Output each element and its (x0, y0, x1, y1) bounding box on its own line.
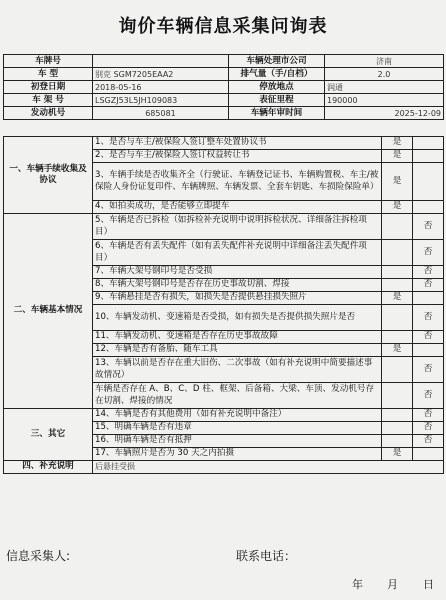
plate-value (93, 55, 229, 68)
model-value: 别克 SGM7205EAA2 (93, 68, 229, 81)
answer-yes-cell (382, 383, 413, 409)
info-row-model (4, 68, 444, 81)
answer-yes-cell (382, 409, 413, 422)
inspection-value: 2025-12-09 (325, 107, 444, 120)
handler-value: 济南 (325, 55, 444, 68)
answer-no-cell (413, 292, 444, 305)
answer-yes-cell (382, 422, 413, 435)
section-title: 一、车辆手续收集及协议 (4, 137, 93, 214)
answer-no-cell: 否 (413, 279, 444, 292)
answer-yes-cell (382, 331, 413, 344)
question-text: 4、如拍卖成功，是否能够立即提车 (93, 201, 382, 214)
answer-no-cell: 否 (413, 331, 444, 344)
answer-yes-cell: 是 (382, 201, 413, 214)
question-text: 9、车辆悬挂是否有损失，如损失是否提供悬挂损失照片 (93, 292, 382, 305)
parking-value: 润通 (325, 81, 444, 94)
checklist-row (4, 137, 444, 150)
frame-value: LSGZJ53L5JH109083 (93, 94, 229, 107)
section-title: 二、车辆基本情况 (4, 214, 93, 409)
vehicle-info-table (3, 54, 444, 120)
answer-no-cell (413, 137, 444, 150)
section-title: 三、其它 (4, 409, 93, 461)
question-text: 11、车辆发动机、变速箱是否存在历史事故故障 (93, 331, 382, 344)
answer-yes-cell: 是 (382, 292, 413, 305)
remarks-value: 后悬挂受损 (93, 461, 444, 474)
answer-no-cell (413, 344, 444, 357)
form-title: 询价车辆信息采集问询表 (118, 16, 328, 37)
answer-yes-cell (382, 266, 413, 279)
answer-no-cell (413, 163, 444, 201)
answer-no-cell: 否 (413, 357, 444, 383)
answer-yes-cell: 是 (382, 163, 413, 201)
info-row-plate (4, 55, 444, 68)
question-text: 15、明确车辆是否有违章 (93, 422, 382, 435)
answer-no-cell: 否 (413, 435, 444, 448)
contact-label: 联系电话： (236, 549, 297, 563)
question-text: 7、车辆大架号钢印号是否受损 (93, 266, 382, 279)
question-text: 13、车辆以前是否存在重大旧伤、二次事故（如有补充说明中简要描述事故情况） (93, 357, 382, 383)
question-text: 10、车辆发动机、变速箱是否受损，如有损失是否提供损失照片是否 (93, 305, 382, 331)
reg-date-value: 2018-05-16 (93, 81, 229, 94)
handler-label: 车辆处理市公司 (229, 55, 325, 68)
question-text: 16、明确车辆是否有抵押 (93, 435, 382, 448)
reg-date-label: 初登日期 (4, 81, 93, 94)
answer-yes-cell: 是 (382, 137, 413, 150)
question-text: 车辆是否存在 A、B、C、D 柱、框架、后备箱、大梁、车顶、发动机号存在切割、焊接的情况 (93, 383, 382, 409)
inspection-label: 车辆年审时间 (229, 107, 325, 120)
info-row-engine (4, 107, 444, 120)
remarks-row (4, 461, 444, 474)
mileage-label: 表征里程 (229, 94, 325, 107)
answer-no-cell: 否 (413, 422, 444, 435)
answer-no-cell (413, 201, 444, 214)
engine-label: 发动机号 (4, 107, 93, 120)
answer-no-cell: 否 (413, 214, 444, 240)
answer-yes-cell (382, 214, 413, 240)
answer-no-cell: 否 (413, 305, 444, 331)
answer-no-cell: 否 (413, 266, 444, 279)
answer-yes-cell (382, 357, 413, 383)
checklist-table (3, 136, 444, 474)
info-row-frame (4, 94, 444, 107)
displacement-value: 2.0 (325, 68, 444, 81)
mileage-value: 190000 (325, 94, 444, 107)
date-day-label: 日 (423, 578, 434, 591)
checklist-row (4, 214, 444, 240)
question-text: 1、是否与车主/被保险人签订整车处置协议书 (93, 137, 382, 150)
question-text: 3、车辆手续是否收集齐全（行驶证、车辆登记证书、车辆购置税、车主/被保险人身份证复印件、车辆牌照、车辆发票、全套车钥匙、车损险保险单） (93, 163, 382, 201)
answer-yes-cell: 是 (382, 344, 413, 357)
answer-yes-cell (382, 305, 413, 331)
answer-no-cell: 否 (413, 383, 444, 409)
question-text: 17、车辆照片是否为 30 天之内拍摄 (93, 448, 382, 461)
answer-no-cell (413, 150, 444, 163)
collector-label: 信息采集人: (6, 549, 71, 563)
answer-yes-cell: 是 (382, 448, 413, 461)
answer-yes-cell (382, 435, 413, 448)
answer-yes-cell (382, 279, 413, 292)
frame-label: 车 架 号 (4, 94, 93, 107)
answer-no-cell: 否 (413, 409, 444, 422)
info-row-reg-date (4, 81, 444, 94)
plate-label: 车牌号 (4, 55, 93, 68)
parking-label: 停放地点 (229, 81, 325, 94)
answer-no-cell (413, 448, 444, 461)
date-year-label: 年 (352, 578, 363, 591)
answer-yes-cell (382, 240, 413, 266)
answer-no-cell: 否 (413, 240, 444, 266)
date-month-label: 月 (387, 578, 398, 591)
answer-yes-cell: 是 (382, 150, 413, 163)
model-label: 车 型 (4, 68, 93, 81)
question-text: 12、车辆是否有备胎、随车工具 (93, 344, 382, 357)
question-text: 2、是否与车主/被保险人签订权益转让书 (93, 150, 382, 163)
question-text: 6、车辆是否有丢失配件（如有丢失配件补充说明中详细备注丢失配件项目） (93, 240, 382, 266)
question-text: 8、车辆大架号钢印号是否存在历史事故切割、焊接 (93, 279, 382, 292)
remarks-title: 四、补充说明 (4, 461, 93, 474)
question-text: 14、车辆是否有其他费用（如有补充说明中备注） (93, 409, 382, 422)
question-text: 5、车辆是否已拆检（如拆检补充说明中说明拆检状况、详细备注拆检项目） (93, 214, 382, 240)
checklist-row (4, 409, 444, 422)
displacement-label: 排气量（手/自档） (229, 68, 325, 81)
engine-value: 685081 (93, 107, 229, 120)
